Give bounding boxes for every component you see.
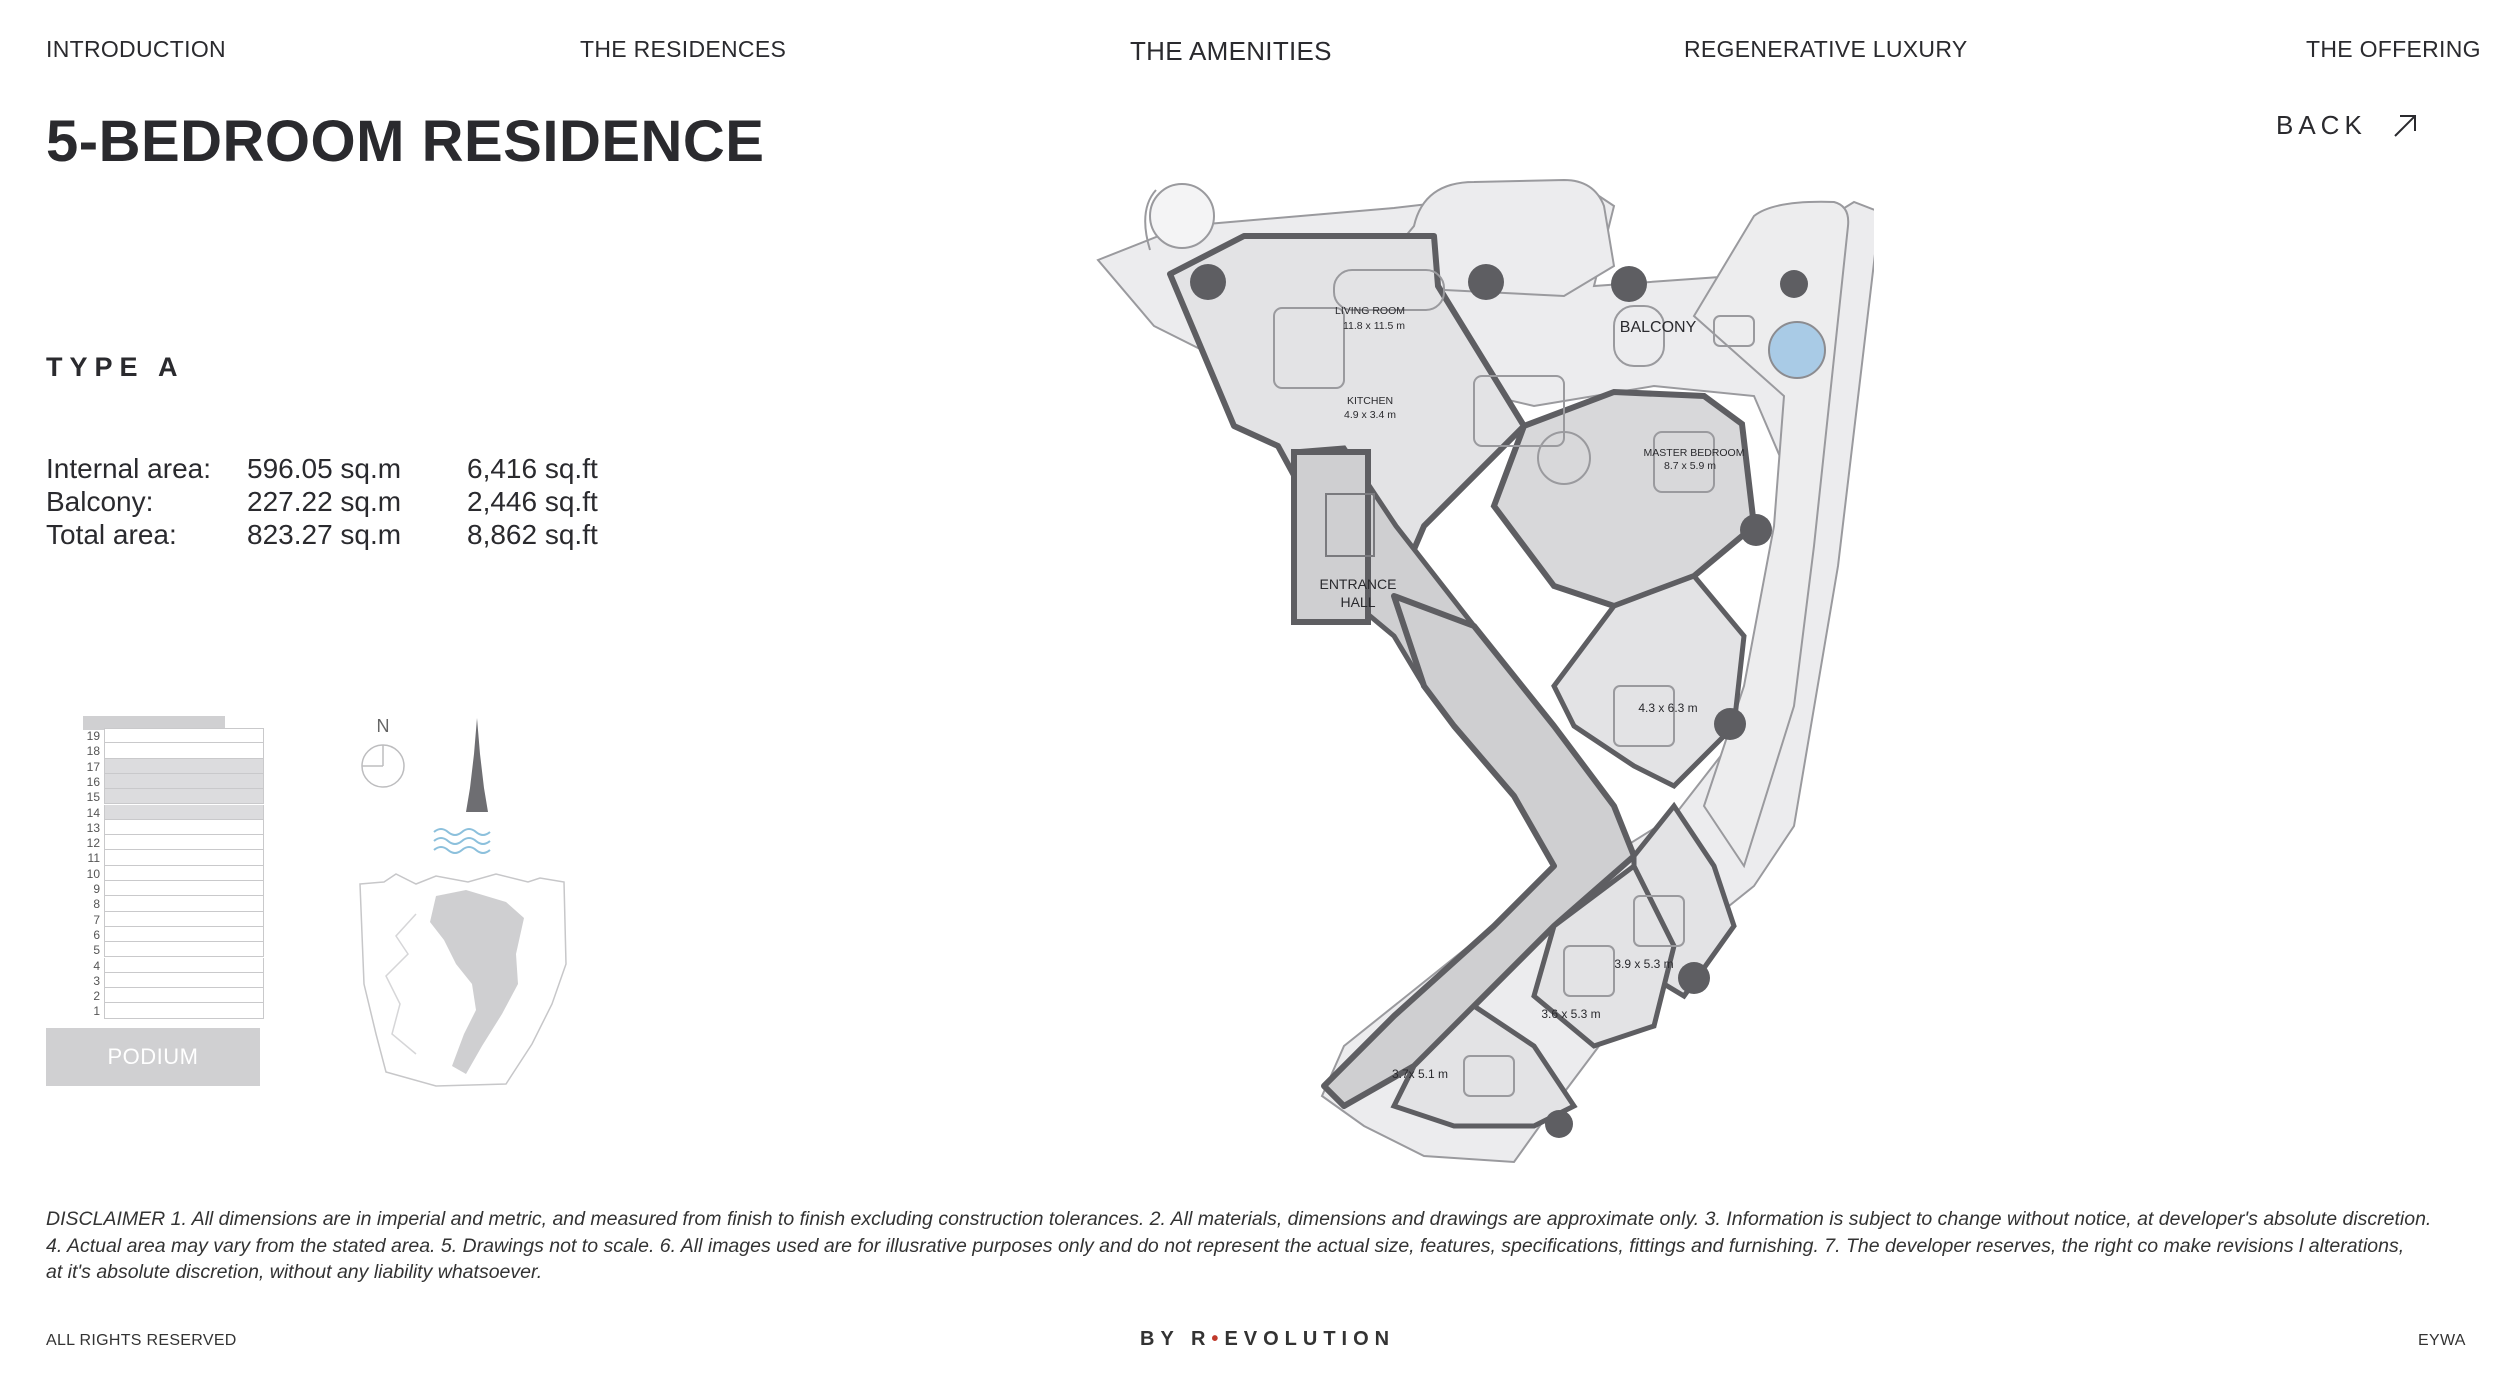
- floor-row: [104, 927, 264, 942]
- site-plan-icon: [360, 874, 566, 1086]
- nav-residences[interactable]: THE RESIDENCES: [580, 36, 787, 62]
- room-dims-bedroom-5: 3.7x 5.1 m: [1391, 1067, 1449, 1081]
- nav-introduction[interactable]: INTRODUCTION: [46, 36, 226, 62]
- disclaimer: [46, 1206, 2446, 1286]
- brand-suffix: EVOLUTION: [1224, 1328, 1396, 1350]
- floor-label: 4: [93, 958, 100, 973]
- room-label-hall: HALL: [1340, 594, 1376, 610]
- area-label: Internal area:: [46, 453, 211, 484]
- bedroom-2-floor: [1554, 576, 1744, 786]
- floor-row: [104, 805, 264, 820]
- floor-row: [104, 973, 264, 988]
- north-label: N: [376, 716, 390, 736]
- floor-row: [104, 942, 264, 957]
- area-sqm: 596.05 sq.m: [247, 453, 402, 484]
- floor-row: [104, 789, 264, 804]
- page-title: 5-BEDROOM RESIDENCE: [46, 109, 765, 174]
- room-dims-living: 11.8 x 11.5 m: [1342, 320, 1406, 332]
- floor-stack: [78, 728, 242, 1046]
- floor-plan: [1094, 166, 1874, 1166]
- area-label: Total area:: [46, 519, 177, 550]
- floor-label: 16: [86, 774, 100, 789]
- podium-block: [46, 1028, 260, 1086]
- floor-label: 3: [93, 973, 100, 988]
- brand-dot: •: [1211, 1328, 1225, 1350]
- room-label-master: MASTER BEDROOM: [1643, 447, 1745, 459]
- footer-eywa: EYWA: [2418, 1332, 2466, 1349]
- room-dims-kitchen: 4.9 x 3.4 m: [1344, 409, 1396, 421]
- podium-label: PODIUM: [107, 1044, 199, 1069]
- room-dims-bedroom-3: 3.9 x 5.3 m: [1614, 957, 1674, 971]
- area-sqm: 823.27 sq.m: [247, 519, 402, 550]
- floor-label: 17: [86, 759, 100, 774]
- floor-row: [104, 850, 264, 865]
- floor-label: 19: [86, 729, 100, 743]
- pool: [1769, 322, 1825, 378]
- compass-icon: [362, 745, 404, 787]
- disclaimer-line: DISCLAIMER 1. All dimensions are in imperial and metric, and measured from finish to finish excluding construction tolerances. 2. All materials, dimensions and drawings are approximate only. 3. Information is subject to change without notice, at developer's absolute discretion.: [46, 1208, 2432, 1230]
- room-dims-bedroom-4: 3.6 x 5.3 m: [1541, 1007, 1601, 1021]
- floor-label: 8: [93, 897, 100, 912]
- burj-khalifa-icon: [466, 718, 488, 812]
- arrow-up-right-icon: [2391, 112, 2419, 140]
- floor-row: [104, 728, 264, 743]
- building-floor-diagram: [46, 716, 262, 1088]
- area-row-total: [46, 518, 598, 551]
- floor-label: 15: [86, 790, 100, 805]
- nav-offering[interactable]: THE OFFERING: [2306, 36, 2481, 62]
- floor-row: [104, 774, 264, 789]
- floor-label: 11: [87, 851, 100, 866]
- footer-rights: ALL RIGHTS RESERVED: [46, 1332, 237, 1349]
- floor-row: [104, 988, 264, 1003]
- room-label-balcony: BALCONY: [1619, 319, 1697, 336]
- floor-label: 1: [93, 1004, 100, 1019]
- room-label-kitchen: KITCHEN: [1346, 395, 1394, 407]
- floor-label: 10: [86, 866, 100, 881]
- disclaimer-line: 4. Actual area may vary from the stated area. 5. Drawings not to scale. 6. All images used are for illusrative purposes only and do not represent the actual size, features, specifications, fittings and furnishing. 7. The developer reserves, the right co make revisions l alterations,: [46, 1234, 2405, 1257]
- footer-brand: [1140, 1328, 1395, 1351]
- master-bedroom-floor: [1494, 392, 1754, 606]
- nav-amenities[interactable]: THE AMENITIES: [1130, 36, 1332, 66]
- floor-label: 14: [86, 805, 100, 820]
- area-row-internal: [46, 452, 598, 485]
- nav-regenerative-luxury[interactable]: REGENERATIVE LUXURY: [1684, 36, 1968, 62]
- area-sqft: 2,446 sq.ft: [467, 486, 598, 517]
- area-label: Balcony:: [46, 486, 154, 517]
- room-label-entrance: ENTRANCE: [1319, 576, 1397, 592]
- site-location-diagram: [356, 714, 570, 1094]
- floor-row: [104, 820, 264, 835]
- room-label-living: LIVING ROOM: [1334, 305, 1406, 317]
- back-label: BACK: [2276, 110, 2367, 140]
- floor-label: 9: [93, 882, 100, 896]
- floor-row: [104, 958, 264, 973]
- floor-row: [104, 866, 264, 881]
- floor-row: [104, 743, 264, 758]
- water-waves-icon: [434, 829, 490, 853]
- room-dims-bedroom-2: 4.3 x 6.3 m: [1638, 701, 1698, 715]
- floor-row: [104, 896, 264, 911]
- disclaimer-line: at it's absolute discretion, without any liability whatsoever.: [46, 1261, 543, 1283]
- floor-row: [104, 1003, 264, 1018]
- back-button[interactable]: [2276, 110, 2419, 141]
- area-row-balcony: [46, 485, 598, 518]
- floor-row: [104, 881, 264, 896]
- floor-label: 7: [93, 912, 100, 927]
- floor-row: [104, 759, 264, 774]
- round-terrace: [1150, 184, 1214, 248]
- floor-row: [104, 912, 264, 927]
- floor-label: 18: [86, 744, 100, 759]
- floor-label: 13: [86, 820, 100, 835]
- floor-label: 6: [93, 927, 100, 942]
- brand-prefix: BY R: [1140, 1328, 1212, 1350]
- floor-label: 2: [93, 989, 100, 1004]
- area-sqft: 6,416 sq.ft: [467, 453, 598, 484]
- room-dims-master: 8.7 x 5.9 m: [1664, 460, 1716, 472]
- floor-label: 12: [86, 836, 100, 851]
- area-table: [46, 452, 598, 551]
- unit-type-label: TYPE A: [46, 352, 185, 382]
- floor-label: 5: [93, 943, 100, 958]
- area-sqm: 227.22 sq.m: [247, 486, 402, 517]
- area-sqft: 8,862 sq.ft: [467, 519, 598, 550]
- floor-row: [104, 835, 264, 850]
